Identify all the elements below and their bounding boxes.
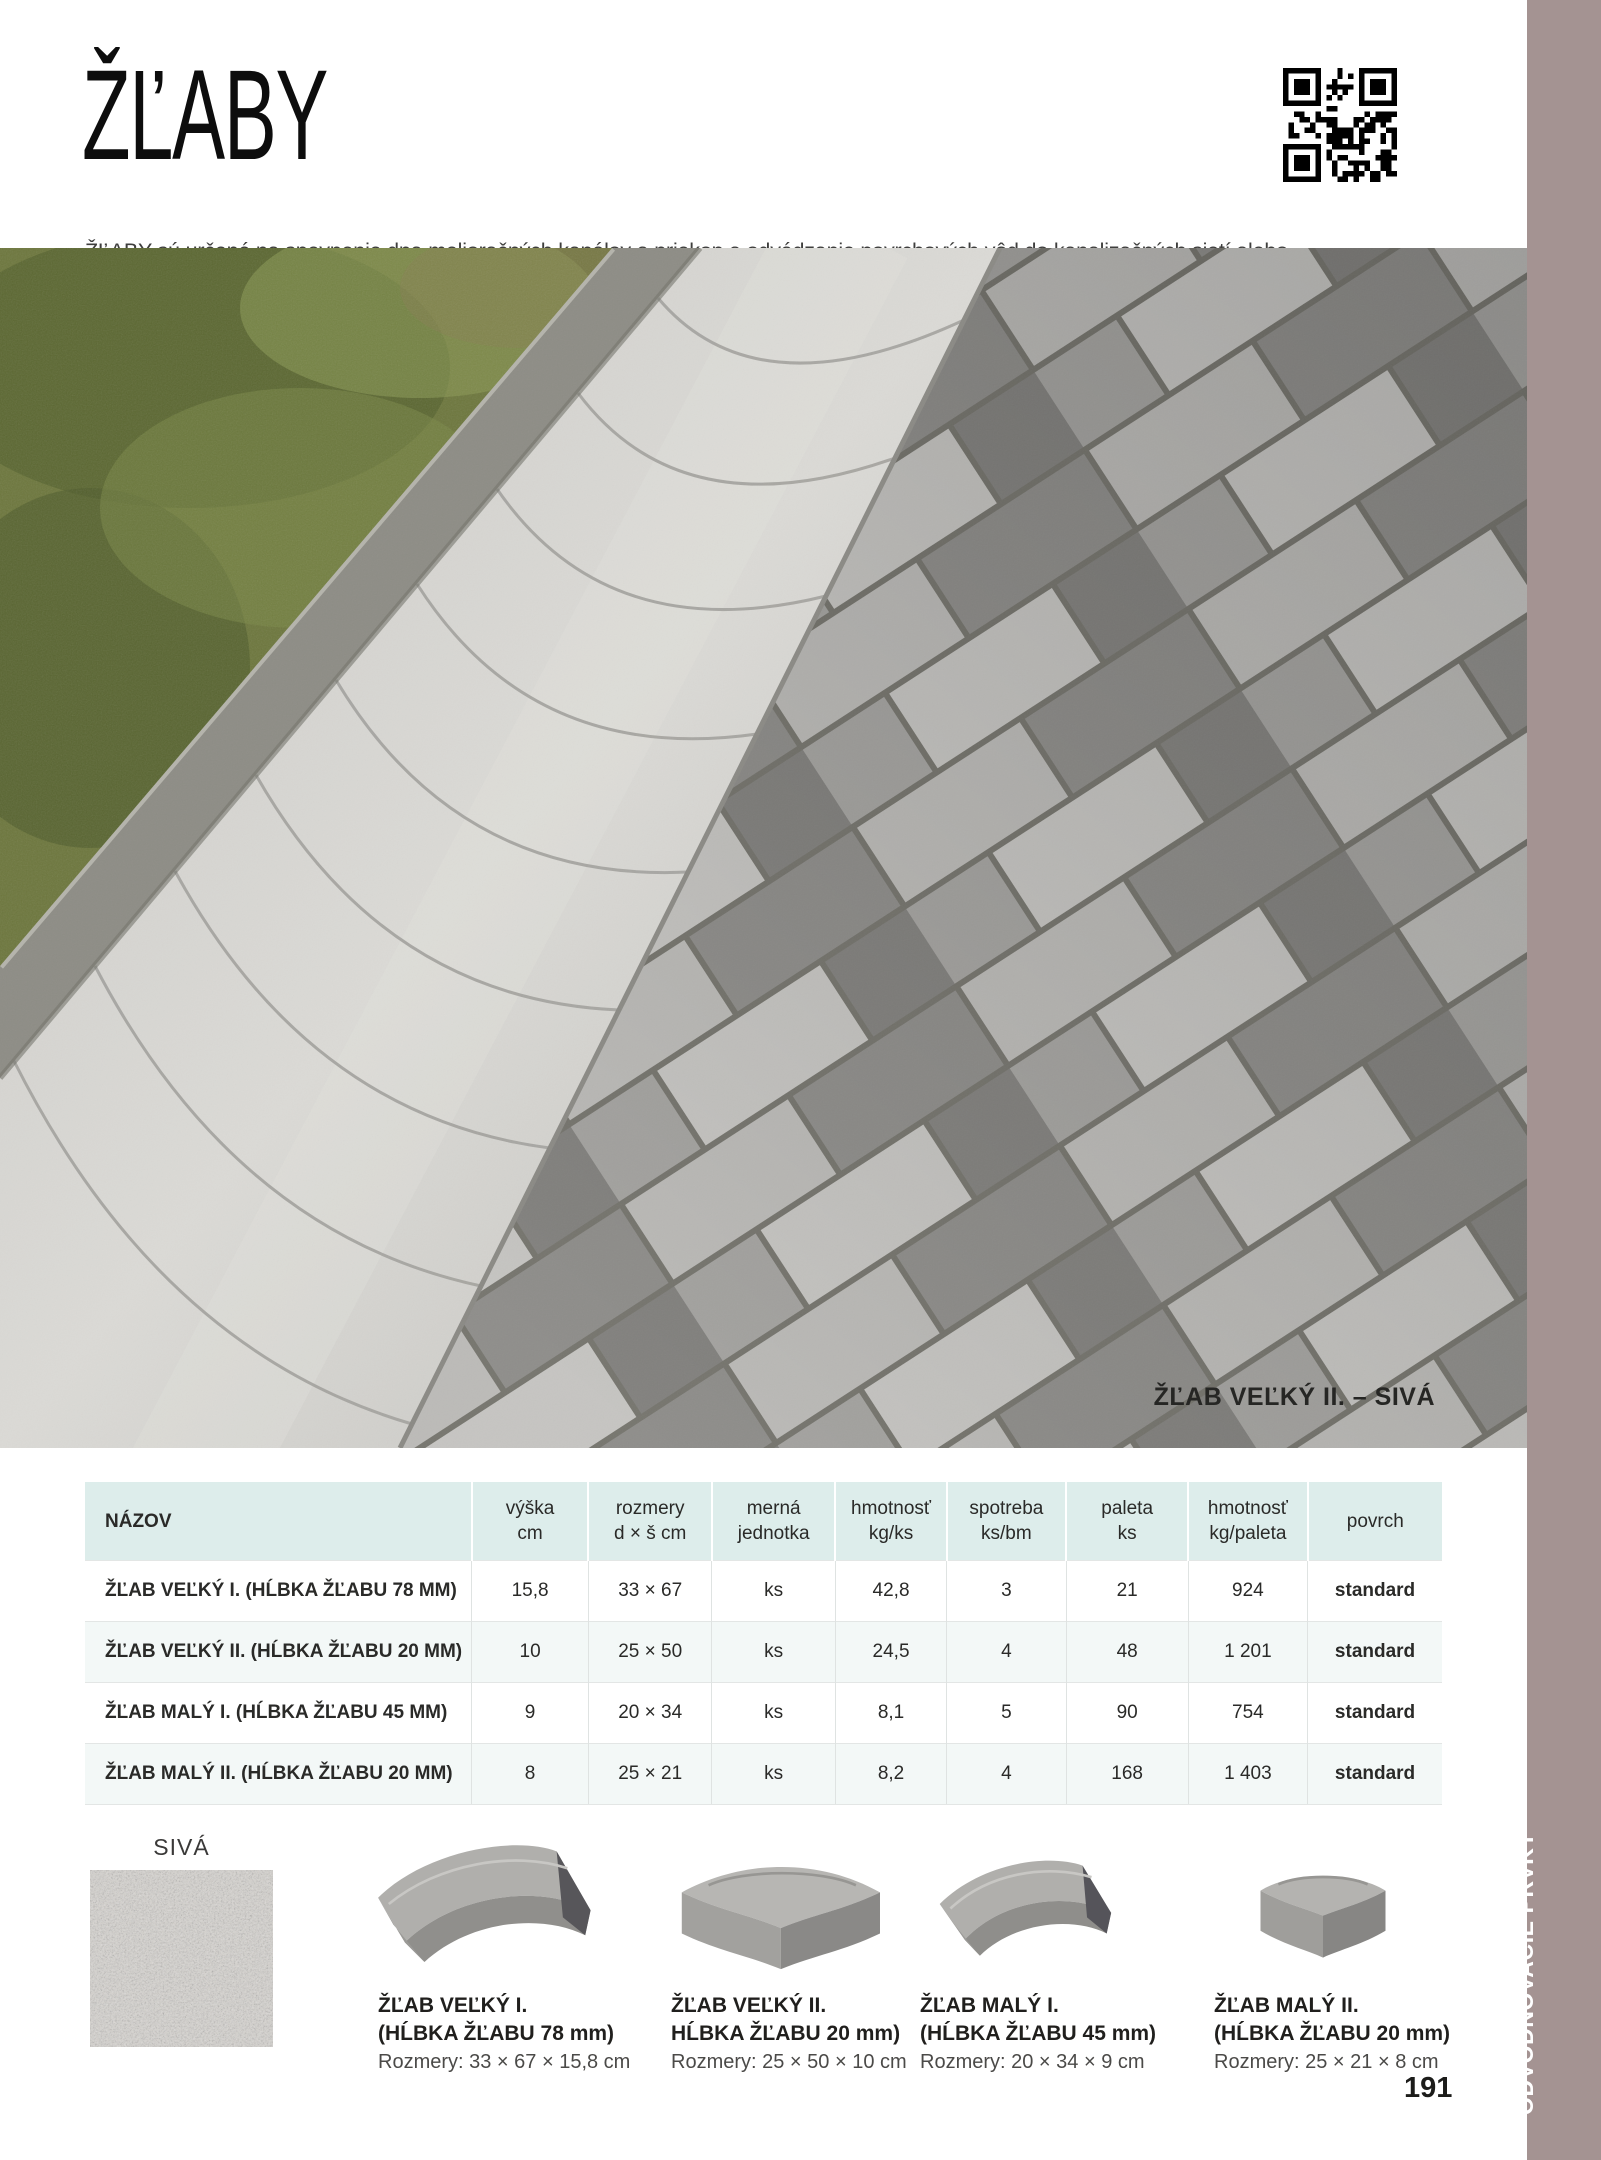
product-name: ŽĽAB MALÝ I. [920, 1994, 1059, 2017]
col-vyska: výška cm [472, 1482, 589, 1561]
photo-caption: ŽĽAB VEĽKÝ II. – SIVÁ [1153, 1383, 1435, 1411]
table-header-row [85, 1482, 1442, 1561]
product-dimensions: Rozmery: 25 × 21 × 8 cm [1214, 2051, 1439, 2073]
cell-hmotnost: 8,1 [835, 1683, 946, 1744]
table-row [85, 1683, 1442, 1744]
cell-spotreba: 3 [947, 1561, 1066, 1622]
cell-rozmery: 20 × 34 [588, 1683, 711, 1744]
cell-hmotnost: 24,5 [835, 1622, 946, 1683]
cell-rozmery: 25 × 21 [588, 1744, 711, 1805]
col-rozmery: rozmery d × š cm [588, 1482, 711, 1561]
cell-name: ŽĽAB VEĽKÝ II. (HĹBKA ŽĽABU 20 MM) [85, 1622, 472, 1683]
cell-vyska: 9 [472, 1683, 589, 1744]
product-card [378, 1824, 654, 2076]
cell-name: ŽĽAB VEĽKÝ I. (HĹBKA ŽĽABU 78 MM) [85, 1561, 472, 1622]
sidebar-category-bar [1485, 0, 1601, 2160]
cell-hmot-paleta: 754 [1188, 1683, 1307, 1744]
product-image-zlab-velky-2 [655, 1824, 905, 1984]
cell-vyska: 8 [472, 1744, 589, 1805]
table-row [85, 1744, 1442, 1805]
col-hmotnost-paleta: hmotnosť kg/paleta [1188, 1482, 1307, 1561]
cell-paleta: 90 [1066, 1683, 1188, 1744]
cell-hmot-paleta: 1 201 [1188, 1622, 1307, 1683]
cell-povrch: standard [1308, 1622, 1442, 1683]
product-subtitle: HĹBKA ŽĽABU 20 mm) [671, 2022, 901, 2045]
cell-mj: ks [712, 1683, 835, 1744]
swatch-label: SIVÁ [153, 1834, 210, 1860]
cell-rozmery: 33 × 67 [588, 1561, 711, 1622]
product-subtitle: (HĹBKA ŽĽABU 78 mm) [378, 2022, 615, 2045]
product-card [920, 1824, 1196, 2076]
cell-spotreba: 4 [947, 1622, 1066, 1683]
col-hmotnost-ks: hmotnosť kg/ks [835, 1482, 946, 1561]
product-image-zlab-maly-2 [1198, 1824, 1448, 1984]
product-name: ŽĽAB VEĽKÝ I. [378, 1994, 528, 2017]
col-nazov: NÁZOV [85, 1482, 472, 1561]
product-dimensions: Rozmery: 33 × 67 × 15,8 cm [378, 2051, 631, 2073]
product-image-zlab-velky-1 [362, 1824, 612, 1984]
cell-hmot-paleta: 1 403 [1188, 1744, 1307, 1805]
cell-name: ŽĽAB MALÝ II. (HĹBKA ŽĽABU 20 MM) [85, 1744, 472, 1805]
product-image-zlab-maly-1 [904, 1824, 1154, 1984]
cell-povrch: standard [1308, 1744, 1442, 1805]
cell-paleta: 21 [1066, 1561, 1188, 1622]
cell-povrch: standard [1308, 1561, 1442, 1622]
page-number: 191 [1404, 2072, 1453, 2104]
cell-rozmery: 25 × 50 [588, 1622, 711, 1683]
table-row [85, 1561, 1442, 1622]
product-name: ŽĽAB MALÝ II. [1214, 1994, 1359, 2017]
hero-photo-graphic [0, 248, 1527, 1448]
cell-name: ŽĽAB MALÝ I. (HĹBKA ŽĽABU 45 MM) [85, 1683, 472, 1744]
sidebar-line-1: SKRUŽE A [1485, 1912, 1511, 2035]
cell-mj: ks [712, 1744, 835, 1805]
color-swatch-siva [90, 1870, 273, 2047]
qr-code-icon [1283, 68, 1397, 182]
col-merna-jednotka: merná jednotka [712, 1482, 835, 1561]
product-subtitle: (HĹBKA ŽĽABU 45 mm) [920, 2022, 1157, 2045]
col-spotreba: spotreba ks/bm [947, 1482, 1066, 1561]
product-dimensions: Rozmery: 25 × 50 × 10 cm [671, 2051, 907, 2073]
product-dimensions: Rozmery: 20 × 34 × 9 cm [920, 2051, 1145, 2073]
cell-spotreba: 5 [947, 1683, 1066, 1744]
cell-hmot-paleta: 924 [1188, 1561, 1307, 1622]
cell-paleta: 48 [1066, 1622, 1188, 1683]
cell-mj: ks [712, 1622, 835, 1683]
sidebar-category-label [1485, 1832, 1539, 2115]
cell-hmotnost: 42,8 [835, 1561, 946, 1622]
cell-vyska: 10 [472, 1622, 589, 1683]
table-row [85, 1622, 1442, 1683]
col-povrch: povrch [1308, 1482, 1442, 1561]
product-card [1214, 1824, 1490, 2076]
products-table [85, 1482, 1442, 1805]
page-title: ŽĽABY [82, 44, 328, 187]
product-subtitle: (HĹBKA ŽĽABU 20 mm) [1214, 2022, 1451, 2045]
hero-photo [0, 248, 1527, 1448]
col-paleta: paleta ks [1066, 1482, 1188, 1561]
cell-paleta: 168 [1066, 1744, 1188, 1805]
cell-mj: ks [712, 1561, 835, 1622]
cell-hmotnost: 8,2 [835, 1744, 946, 1805]
product-name: ŽĽAB VEĽKÝ II. [671, 1994, 827, 2017]
cell-povrch: standard [1308, 1683, 1442, 1744]
cell-spotreba: 4 [947, 1744, 1066, 1805]
cell-vyska: 15,8 [472, 1561, 589, 1622]
sidebar-line-2: ODVODŇOVACIE PRVKY [1512, 1831, 1538, 2115]
